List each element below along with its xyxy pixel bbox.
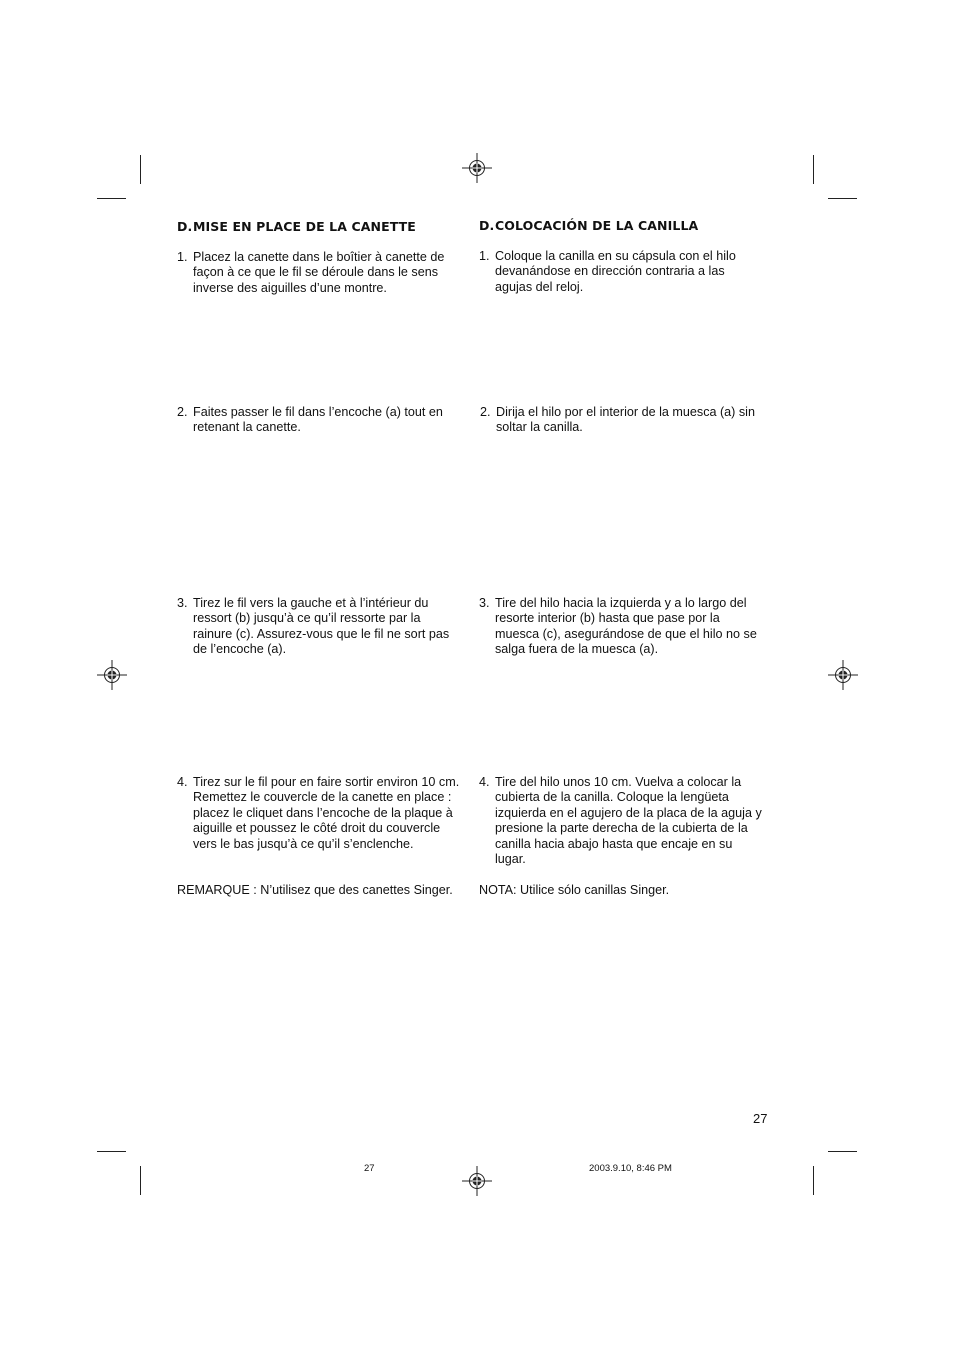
spanish-step-3 bbox=[479, 596, 771, 658]
crop-mark-bottom-right-horizontal bbox=[828, 1151, 857, 1152]
step-line: soltar la canilla. bbox=[496, 420, 583, 435]
step-line: aiguille et poussez le côté droit du couvercle bbox=[193, 821, 441, 836]
spanish-section-heading bbox=[479, 218, 698, 233]
spanish-heading-title: COLOCACIÓN DE LA CANILLA bbox=[495, 218, 699, 233]
footer-timestamp: 2003.9.10, 8:46 PM bbox=[589, 1163, 672, 1174]
step-line: ressort (b) jusqu’à ce qu’il ressorte par la bbox=[193, 611, 421, 626]
footer-file-page: 27 bbox=[364, 1163, 375, 1174]
french-step-3 bbox=[177, 596, 467, 658]
step-line: vers le bas jusqu’à ce qu’il s’enclenche. bbox=[193, 836, 414, 851]
step-line: Tirez le fil vers la gauche et à l’intérieur du bbox=[193, 596, 429, 610]
crop-mark-top-left-vertical bbox=[140, 155, 141, 184]
page-number: 27 bbox=[753, 1111, 768, 1126]
step-line: izquierda en el agujero de la placa de la aguja y bbox=[495, 805, 762, 820]
step-line: resorte interior (b) hasta que pase por la bbox=[495, 611, 720, 626]
spanish-heading-letter: D. bbox=[479, 218, 495, 233]
step-number: 2. bbox=[177, 405, 188, 419]
registration-crosshair-icon bbox=[828, 660, 858, 690]
crop-mark-top-right-horizontal bbox=[828, 198, 857, 199]
crop-mark-bottom-left-vertical bbox=[140, 1166, 141, 1195]
step-line: retenant la canette. bbox=[193, 420, 301, 435]
step-line: Remettez le couvercle de la canette en place : bbox=[193, 790, 452, 805]
step-number: 1. bbox=[479, 249, 490, 263]
step-line: inverse des aiguilles d’une montre. bbox=[193, 280, 387, 295]
step-line: rainure (c). Assurez-vous que le fil ne sort pas bbox=[193, 626, 450, 641]
step-number: 1. bbox=[177, 250, 188, 264]
step-line: agujas del reloj. bbox=[495, 279, 584, 294]
french-heading-title: MISE EN PLACE DE LA CANETTE bbox=[193, 219, 416, 234]
spanish-step-4 bbox=[479, 775, 773, 867]
step-number: 2. bbox=[480, 405, 491, 419]
french-section-heading bbox=[177, 219, 416, 234]
crop-mark-top-left-horizontal bbox=[97, 198, 126, 199]
step-number: 3. bbox=[177, 596, 188, 610]
step-line: presione la parte derecha de la cubierta de la bbox=[495, 821, 748, 836]
step-line: Dirija el hilo por el interior de la muesca (a) sin bbox=[496, 405, 755, 419]
step-line: Tire del hilo hacia la izquierda y a lo largo del bbox=[495, 596, 747, 610]
spanish-note: NOTA: Utilice sólo canillas Singer. bbox=[479, 883, 670, 897]
step-line: Tirez sur le fil pour en faire sortir environ 10 cm. bbox=[193, 775, 460, 789]
french-note: REMARQUE : N’utilisez que des canettes Singer. bbox=[177, 883, 453, 897]
step-line: salga fuera de la muesca (a). bbox=[495, 642, 659, 657]
step-line: cubierta de la canilla. Coloque la lengüeta bbox=[495, 790, 729, 805]
step-line: muesca (c), asegurándose de que el hilo no se bbox=[495, 626, 757, 641]
french-step-2 bbox=[177, 405, 467, 436]
spanish-step-1 bbox=[479, 249, 771, 295]
crop-mark-top-right-vertical bbox=[813, 155, 814, 184]
spanish-step-2 bbox=[480, 405, 772, 436]
registration-crosshair-icon bbox=[97, 660, 127, 690]
registration-crosshair-icon bbox=[462, 1166, 492, 1196]
crop-mark-bottom-left-horizontal bbox=[97, 1151, 126, 1152]
step-line: devanándose en dirección contraria a las bbox=[495, 264, 725, 279]
step-line: Coloque la canilla en su cápsula con el hilo bbox=[495, 249, 736, 263]
step-number: 4. bbox=[479, 775, 490, 789]
french-step-4 bbox=[177, 775, 469, 852]
registration-crosshair-icon bbox=[462, 153, 492, 183]
step-line: Tire del hilo unos 10 cm. Vuelva a colocar la bbox=[495, 775, 742, 789]
step-line: Faites passer le fil dans l’encoche (a) tout en bbox=[193, 405, 443, 419]
step-number: 4. bbox=[177, 775, 188, 789]
step-line: canilla hacia abajo hasta que encaje en su bbox=[495, 836, 733, 851]
french-step-1 bbox=[177, 250, 467, 296]
step-line: lugar. bbox=[495, 852, 526, 867]
step-line: Placez la canette dans le boîtier à canette de bbox=[193, 250, 445, 264]
step-line: de l’encoche (a). bbox=[193, 642, 287, 657]
crop-mark-bottom-right-vertical bbox=[813, 1166, 814, 1195]
step-number: 3. bbox=[479, 596, 490, 610]
step-line: placez le cliquet dans l’encoche de la plaque à bbox=[193, 805, 453, 820]
french-heading-letter: D. bbox=[177, 219, 193, 234]
step-line: façon à ce que le fil se déroule dans le sens bbox=[193, 265, 439, 280]
